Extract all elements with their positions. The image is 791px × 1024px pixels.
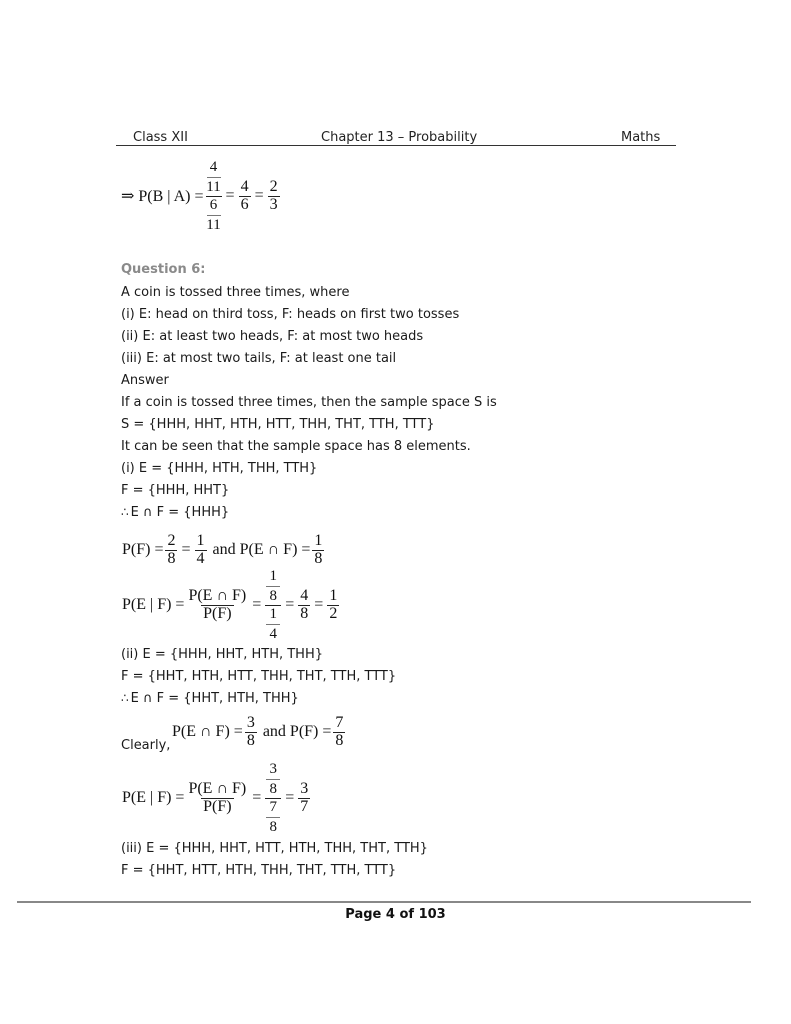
fraction-part: 4: [269, 625, 278, 642]
header-chapter: Chapter 13 – Probability: [321, 130, 478, 145]
part1-equation-a: [122, 530, 326, 570]
equals-sign: =: [314, 596, 324, 613]
fraction-part: 1: [269, 567, 278, 584]
sample-space: S = {HHH, HHT, HTH, HTT, THH, THT, TTH, TTT}: [121, 417, 435, 432]
therefore-symbol: ∴: [121, 691, 128, 705]
fraction: [268, 179, 280, 214]
denominator: 6: [240, 195, 249, 213]
complex-fraction: [265, 762, 281, 835]
denominator: 4: [196, 549, 205, 567]
part3-set-e: (iii) E = {HHH, HHT, HTT, HTH, THH, THT, TTH}: [121, 841, 428, 856]
fraction-bar: [266, 586, 280, 587]
equation-lhs: P(E | F) =: [122, 596, 185, 613]
fraction: [165, 533, 177, 568]
equation-text: and P(E ∩ F) =: [212, 541, 311, 558]
equation-lhs: ⇒ P(B | A) =: [121, 188, 204, 205]
equals-sign: =: [252, 789, 262, 806]
numerator: 2: [167, 531, 176, 549]
header-class: Class XII: [133, 130, 188, 145]
equals-sign: =: [285, 789, 295, 806]
fraction: [298, 588, 310, 623]
numerator: 1: [196, 531, 205, 549]
answer-label: Answer: [121, 373, 169, 388]
denominator: 8: [300, 604, 309, 622]
question-line: (iii) E: at most two tails, F: at least one tail: [121, 351, 397, 366]
question-heading: Question 6:: [121, 262, 206, 277]
denominator: 8: [246, 731, 255, 749]
fraction: [186, 781, 248, 816]
header-subject: Maths: [621, 130, 661, 145]
fraction-part: 4: [209, 158, 218, 175]
part2-equation-b: [122, 762, 312, 834]
numerator: P(E ∩ F): [188, 779, 247, 797]
fraction: [327, 588, 339, 623]
part2-intersection: [121, 691, 299, 706]
numerator: 3: [300, 779, 309, 797]
part1-intersection: [121, 505, 229, 520]
equation-lhs: P(E ∩ F) =: [172, 723, 243, 740]
fraction-part: 11: [206, 178, 221, 195]
part1-set-f: F = {HHH, HHT}: [121, 483, 230, 498]
footer-divider: [17, 901, 751, 903]
header-divider: [116, 145, 676, 146]
question-line: (i) E: head on third toss, F: heads on first two tosses: [121, 307, 460, 322]
fraction-part: 7: [269, 798, 278, 815]
numerator: 3: [246, 713, 255, 731]
fraction-part: 8: [269, 587, 278, 604]
equals-sign: =: [252, 596, 262, 613]
fraction-part: 8: [269, 780, 278, 797]
denominator: 3: [269, 195, 278, 213]
equation-lhs: P(F) =: [122, 541, 164, 558]
fraction-part: 3: [269, 760, 278, 777]
fraction: [312, 533, 324, 568]
equals-sign: =: [225, 187, 235, 204]
fraction: [186, 588, 248, 623]
denominator: 8: [167, 549, 176, 567]
denominator: P(F): [203, 797, 232, 815]
numerator: P(E ∩ F): [188, 586, 247, 604]
fraction-bar: [207, 215, 221, 216]
question-line: (ii) E: at least two heads, F: at most two heads: [121, 329, 424, 344]
fraction: [333, 715, 345, 750]
answer-line: It can be seen that the sample space has 8 elements.: [121, 439, 471, 454]
numerator: 4: [240, 177, 249, 195]
numerator: 2: [269, 177, 278, 195]
fraction-bar: [266, 779, 280, 780]
denominator: P(F): [203, 604, 232, 622]
equals-sign: =: [285, 596, 295, 613]
denominator: 7: [300, 797, 309, 815]
part2-set-f: F = {HHT, HTH, HTT, THH, THT, TTH, TTT}: [121, 669, 397, 684]
fraction: [195, 533, 207, 568]
intersection-text: E ∩ F = {HHH}: [130, 505, 230, 520]
numerator: 7: [335, 713, 344, 731]
fraction: [298, 781, 310, 816]
numerator: 4: [300, 586, 309, 604]
complex-fraction: [265, 569, 281, 642]
page-number: Page 4 of 103: [345, 907, 446, 922]
fraction-bar: [207, 177, 221, 178]
equation-p-b-given-a: [121, 160, 282, 232]
fraction: [245, 715, 257, 750]
denominator: 2: [329, 604, 338, 622]
clearly-label: Clearly,: [121, 738, 171, 753]
part1-equation-b: [122, 567, 341, 642]
part3-set-f: F = {HHT, HTT, HTH, THH, THT, TTH, TTT}: [121, 863, 397, 878]
part2-set-e: (ii) E = {HHH, HHT, HTH, THH}: [121, 647, 324, 662]
denominator: 8: [314, 549, 323, 567]
denominator: 8: [335, 731, 344, 749]
question-line: A coin is tossed three times, where: [121, 285, 350, 300]
therefore-symbol: ∴: [121, 505, 128, 519]
equation-lhs: P(E | F) =: [122, 789, 185, 806]
fraction: [239, 179, 251, 214]
answer-line: If a coin is tossed three times, then the sample space S is: [121, 395, 497, 410]
equation-text: and P(F) =: [262, 723, 332, 740]
fraction-bar: [266, 624, 280, 625]
fraction-part: 6: [209, 196, 218, 213]
fraction-part: 11: [206, 216, 221, 233]
complex-fraction: [206, 160, 222, 233]
equals-sign: =: [254, 187, 264, 204]
intersection-text: E ∩ F = {HHT, HTH, THH}: [130, 691, 299, 706]
fraction-bar: [266, 817, 280, 818]
part1-set-e: (i) E = {HHH, HTH, THH, TTH}: [121, 461, 318, 476]
fraction-part: 8: [269, 818, 278, 835]
numerator: 1: [329, 586, 338, 604]
numerator: 1: [314, 531, 323, 549]
part2-equation-a: [172, 712, 347, 752]
fraction-part: 1: [269, 605, 278, 622]
equals-sign: =: [181, 541, 191, 558]
